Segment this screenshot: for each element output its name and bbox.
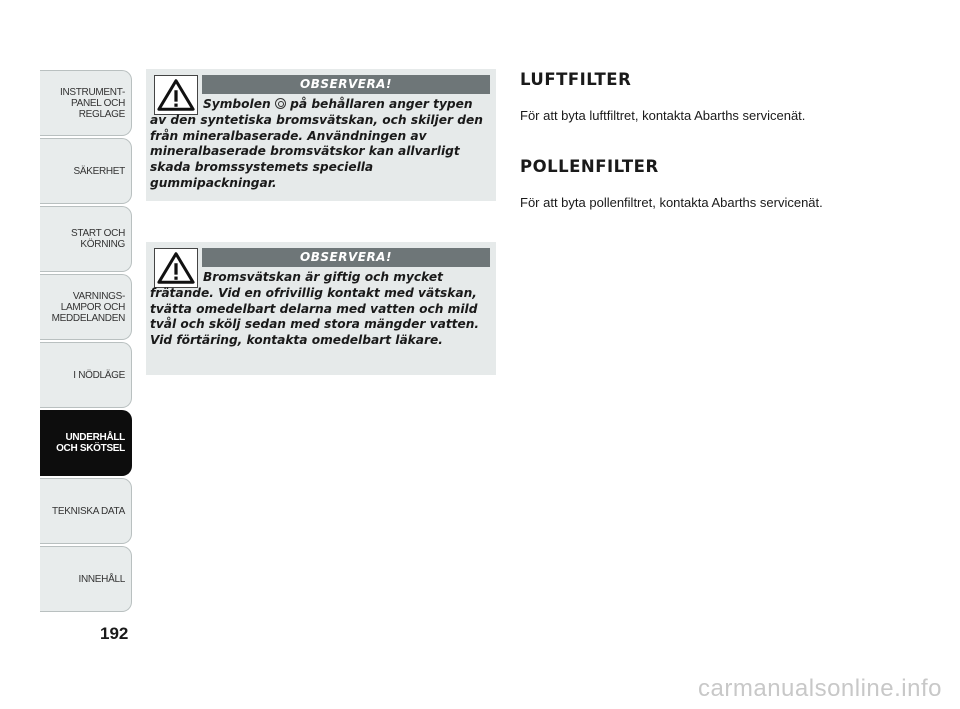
warning-text-after: på behållaren anger typen av den syntetiska bromsvätskan, och skiljer den från mineralbaserade. Användningen av mineralbaserade bromsvätskor kan allvarligt skada bromssystemets speciella gummipackningar. — [150, 97, 483, 190]
warning-header: OBSERVERA! — [202, 75, 490, 94]
tab-underhall-och-skotsel[interactable]: UNDERHÅLL OCH SKÖTSEL — [40, 410, 132, 476]
section-body-pollenfilter: För att byta pollenfiltret, kontakta Abarths servicenät. — [520, 195, 823, 210]
tab-start-och-korning[interactable]: START OCH KÖRNING — [40, 206, 132, 272]
warning-box-synthetic-fluid — [146, 69, 496, 201]
warning-text-before: Symbolen — [203, 97, 271, 111]
tab-varningslampor[interactable]: VARNINGS- LAMPOR OCH MEDDELANDEN — [40, 274, 132, 340]
section-title-pollenfilter: POLLENFILTER — [520, 157, 659, 176]
tab-instrumentpanel[interactable]: INSTRUMENT- PANEL OCH REGLAGE — [40, 70, 132, 136]
tab-tekniska-data[interactable]: TEKNISKA DATA — [40, 478, 132, 544]
section-body-luftfilter: För att byta luftfiltret, kontakta Abarths servicenät. — [520, 108, 806, 123]
page-number: 192 — [100, 624, 129, 643]
tab-sakerhet[interactable]: SÄKERHET — [40, 138, 132, 204]
watermark: carmanualsonline.info — [698, 675, 942, 702]
tab-innehall[interactable]: INNEHÅLL — [40, 546, 132, 612]
warning-text — [150, 270, 488, 349]
tab-i-nodlage[interactable]: I NÖDLÄGE — [40, 342, 132, 408]
brake-fluid-symbol-icon — [275, 98, 286, 109]
warning-box-toxic-fluid — [146, 242, 496, 375]
warning-text — [150, 97, 488, 192]
warning-header: OBSERVERA! — [202, 248, 490, 267]
section-title-luftfilter: LUFTFILTER — [520, 70, 632, 89]
warning-text-body: Bromsvätskan är giftig och mycket frätande. Vid en ofrivillig kontakt med vätskan, tvätta omedelbart delarna med vatten och mild tvål och skölj sedan med stora mängder vatten. Vid förtäring, kontakta omedelbart läkare. — [150, 270, 480, 348]
